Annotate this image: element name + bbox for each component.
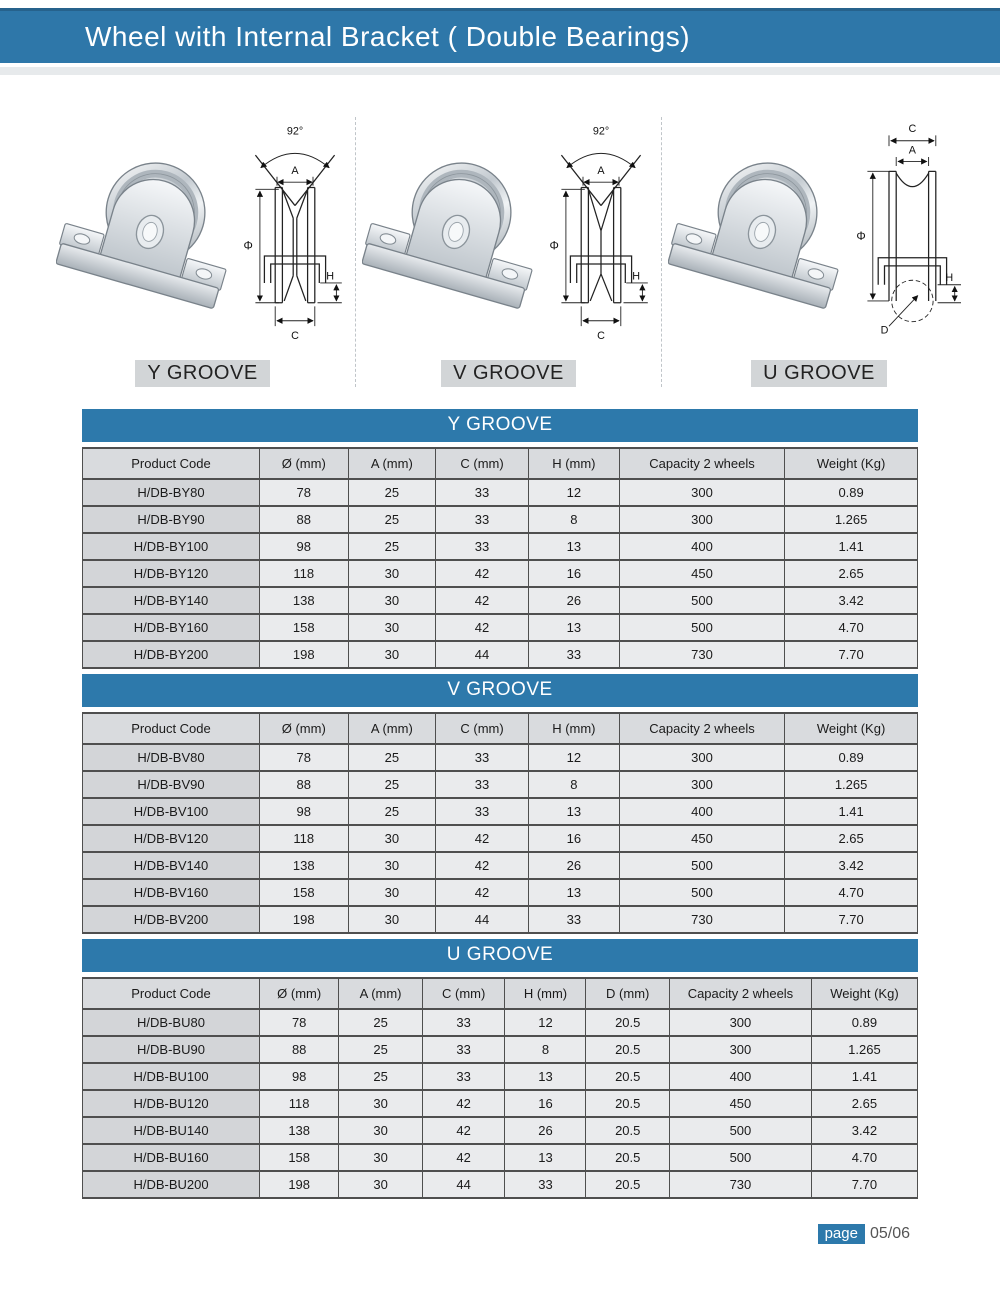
spec-cell: 20.5 [586,1171,670,1198]
spec-cell: 16 [505,1090,586,1117]
table-row [83,879,918,906]
spec-cell: 25 [348,506,436,533]
spec-table-u [82,939,918,1199]
spec-cell: 88 [260,771,349,798]
header-row [83,978,918,1009]
table-row [83,1009,918,1036]
spec-cell: 138 [260,587,349,614]
spec-table-grid [82,712,918,934]
spec-cell: 98 [260,533,349,560]
spec-cell: 30 [339,1144,423,1171]
spec-cell: 26 [528,852,619,879]
spec-cell: 500 [669,1144,811,1171]
page-number: 05/06 [869,1225,910,1242]
spec-cell: 198 [260,906,349,933]
spec-cell: 1.265 [785,771,918,798]
column-header: Product Code [83,448,260,479]
column-header: Weight (Kg) [811,978,917,1009]
table-row [83,798,918,825]
spec-cell: 400 [619,533,784,560]
spec-cell: 7.70 [785,641,918,668]
spec-cell: 118 [260,825,349,852]
spec-cell: 500 [619,587,784,614]
column-header: A (mm) [339,978,423,1009]
spec-cell: 13 [505,1144,586,1171]
table-row [83,560,918,587]
spec-cell: 44 [436,641,529,668]
product-section-v-groove [356,117,662,387]
spec-cell: 33 [528,641,619,668]
table-row [83,906,918,933]
spec-cell: 13 [528,879,619,906]
spec-cell: 13 [528,614,619,641]
table-row [83,614,918,641]
spec-cell: 42 [436,825,529,852]
column-header: C (mm) [422,978,505,1009]
spec-cell: 25 [348,798,436,825]
spec-cell: 400 [619,798,784,825]
header-row [83,713,918,744]
table-title: Y GROOVE [82,409,918,442]
dim-label-a: A [908,144,917,157]
column-header: Weight (Kg) [785,448,918,479]
dim-label-d: D [880,324,889,337]
spec-cell: 42 [436,879,529,906]
product-code-cell: H/DB-BY160 [83,614,260,641]
spec-cell: 450 [619,825,784,852]
spec-cell: 8 [505,1036,586,1063]
spec-cell: 30 [348,852,436,879]
spec-cell: 500 [619,852,784,879]
column-header: A (mm) [348,448,436,479]
spec-cell: 198 [260,1171,339,1198]
spec-cell: 30 [348,879,436,906]
table-row [83,1063,918,1090]
spec-cell: 1.265 [811,1036,917,1063]
product-code-cell: H/DB-BY140 [83,587,260,614]
spec-cell: 88 [260,1036,339,1063]
column-header: A (mm) [348,713,436,744]
dim-label-a: A [597,165,605,178]
product-code-cell: H/DB-BU120 [83,1090,260,1117]
spec-cell: 20.5 [586,1144,670,1171]
spec-cell: 33 [436,798,529,825]
groove-label-v: V GROOVE [441,360,576,387]
spec-cell: 42 [436,852,529,879]
table-row [83,852,918,879]
spec-cell: 2.65 [785,560,918,587]
spec-cell: 12 [528,744,619,771]
product-code-cell: H/DB-BV80 [83,744,260,771]
spec-cell: 118 [260,560,349,587]
spec-cell: 33 [528,906,619,933]
product-code-cell: H/DB-BY90 [83,506,260,533]
dim-label-c: C [908,122,917,135]
spec-cell: 25 [339,1063,423,1090]
spec-cell: 20.5 [586,1063,670,1090]
spec-cell: 33 [436,744,529,771]
spec-cell: 8 [528,771,619,798]
spec-cell: 1.41 [785,533,918,560]
spec-tables [82,409,918,1199]
spec-cell: 33 [422,1009,505,1036]
product-code-cell: H/DB-BY120 [83,560,260,587]
groove-label-u: U GROOVE [751,360,887,387]
dim-label-diameter: Φ [243,239,253,253]
table-title: V GROOVE [82,674,918,707]
dim-label-h: H [632,270,640,283]
product-photo-v-groove [362,139,547,344]
spec-table-grid [82,977,918,1199]
table-row [83,533,918,560]
table-row [83,587,918,614]
spec-cell: 138 [260,1117,339,1144]
spec-cell: 30 [348,641,436,668]
product-code-cell: H/DB-BY100 [83,533,260,560]
spec-cell: 730 [619,906,784,933]
product-photo-u-groove [668,139,853,344]
spec-cell: 16 [528,825,619,852]
spec-cell: 2.65 [785,825,918,852]
spec-cell: 42 [436,560,529,587]
spec-cell: 30 [339,1117,423,1144]
table-row [83,1171,918,1198]
spec-cell: 33 [422,1036,505,1063]
product-code-cell: H/DB-BU140 [83,1117,260,1144]
page-header [0,8,1000,63]
product-section-y-groove [50,117,356,387]
column-header: Ø (mm) [260,978,339,1009]
product-gallery [50,117,975,387]
spec-cell: 20.5 [586,1036,670,1063]
groove-label-y: Y GROOVE [135,360,269,387]
column-header: Ø (mm) [260,713,349,744]
spec-cell: 3.42 [785,587,918,614]
spec-cell: 30 [348,560,436,587]
spec-table-grid [82,447,918,669]
spec-cell: 13 [505,1063,586,1090]
spec-cell: 25 [348,533,436,560]
spec-cell: 3.42 [785,852,918,879]
spec-cell: 42 [422,1117,505,1144]
spec-cell: 7.70 [811,1171,917,1198]
table-row [83,479,918,506]
spec-cell: 730 [619,641,784,668]
spec-cell: 13 [528,533,619,560]
column-header: Product Code [83,713,260,744]
spec-cell: 0.89 [785,744,918,771]
spec-cell: 300 [619,479,784,506]
spec-cell: 25 [348,479,436,506]
spec-cell: 7.70 [785,906,918,933]
table-row [83,1144,918,1171]
spec-cell: 30 [339,1090,423,1117]
spec-cell: 500 [619,879,784,906]
table-row [83,1036,918,1063]
column-header: Ø (mm) [260,448,349,479]
column-header: H (mm) [528,713,619,744]
dim-label-c: C [291,329,299,342]
spec-cell: 12 [505,1009,586,1036]
page-title: Wheel with Internal Bracket ( Double Bearings) [85,21,691,52]
technical-diagram-v-groove [547,117,655,354]
table-title: U GROOVE [82,939,918,972]
spec-cell: 20.5 [586,1117,670,1144]
column-header: Capacity 2 wheels [669,978,811,1009]
product-code-cell: H/DB-BV100 [83,798,260,825]
spec-cell: 33 [436,771,529,798]
spec-cell: 26 [528,587,619,614]
table-row [83,641,918,668]
spec-cell: 30 [348,825,436,852]
spec-cell: 300 [669,1036,811,1063]
spec-cell: 78 [260,1009,339,1036]
technical-diagram-y-groove [241,117,349,354]
product-code-cell: H/DB-BU100 [83,1063,260,1090]
table-row [83,771,918,798]
spec-cell: 42 [436,614,529,641]
spec-cell: 25 [348,744,436,771]
column-header: Weight (Kg) [785,713,918,744]
spec-cell: 2.65 [811,1090,917,1117]
column-header: H (mm) [505,978,586,1009]
spec-cell: 118 [260,1090,339,1117]
spec-cell: 730 [669,1171,811,1198]
spec-cell: 198 [260,641,349,668]
spec-cell: 450 [669,1090,811,1117]
column-header: H (mm) [528,448,619,479]
spec-cell: 44 [436,906,529,933]
spec-cell: 25 [339,1036,423,1063]
product-code-cell: H/DB-BV140 [83,852,260,879]
column-header: D (mm) [586,978,670,1009]
column-header: Capacity 2 wheels [619,448,784,479]
spec-cell: 30 [339,1171,423,1198]
spec-cell: 138 [260,852,349,879]
product-code-cell: H/DB-BU90 [83,1036,260,1063]
spec-table-v [82,674,918,934]
spec-cell: 98 [260,1063,339,1090]
spec-cell: 12 [528,479,619,506]
spec-cell: 30 [348,587,436,614]
spec-cell: 25 [348,771,436,798]
product-code-cell: H/DB-BU200 [83,1171,260,1198]
dim-label-angle: 92° [286,125,304,138]
spec-cell: 300 [619,771,784,798]
spec-cell: 300 [669,1009,811,1036]
spec-cell: 26 [505,1117,586,1144]
table-row [83,506,918,533]
dim-label-diameter: Φ [549,239,559,253]
column-header: C (mm) [436,713,529,744]
product-photo-y-groove [56,139,241,344]
column-header: Product Code [83,978,260,1009]
column-header: C (mm) [436,448,529,479]
product-code-cell: H/DB-BY200 [83,641,260,668]
spec-cell: 13 [528,798,619,825]
spec-cell: 4.70 [811,1144,917,1171]
spec-cell: 20.5 [586,1090,670,1117]
header-row [83,448,918,479]
product-code-cell: H/DB-BU80 [83,1009,260,1036]
product-section-u-groove [662,117,976,387]
spec-cell: 300 [619,506,784,533]
page-footer [818,1224,910,1244]
spec-cell: 500 [619,614,784,641]
header-divider [0,67,1000,75]
spec-cell: 0.89 [785,479,918,506]
spec-cell: 78 [260,744,349,771]
spec-cell: 1.265 [785,506,918,533]
product-code-cell: H/DB-BU160 [83,1144,260,1171]
product-code-cell: H/DB-BV200 [83,906,260,933]
column-header: Capacity 2 wheels [619,713,784,744]
dim-label-c: C [597,329,605,342]
spec-table-y [82,409,918,669]
spec-cell: 450 [619,560,784,587]
spec-cell: 158 [260,614,349,641]
spec-cell: 42 [422,1090,505,1117]
product-code-cell: H/DB-BV160 [83,879,260,906]
spec-cell: 300 [619,744,784,771]
spec-cell: 33 [436,479,529,506]
spec-cell: 158 [260,1144,339,1171]
spec-cell: 1.41 [811,1063,917,1090]
spec-cell: 16 [528,560,619,587]
dim-label-h: H [326,270,334,283]
dim-label-diameter: Φ [856,229,866,243]
dim-label-angle: 92° [592,125,610,138]
spec-cell: 98 [260,798,349,825]
spec-cell: 158 [260,879,349,906]
product-code-cell: H/DB-BV90 [83,771,260,798]
spec-cell: 44 [422,1171,505,1198]
spec-cell: 33 [422,1063,505,1090]
table-row [83,744,918,771]
spec-cell: 25 [339,1009,423,1036]
spec-cell: 4.70 [785,614,918,641]
spec-cell: 33 [505,1171,586,1198]
spec-cell: 88 [260,506,349,533]
spec-cell: 42 [422,1144,505,1171]
table-row [83,1090,918,1117]
spec-cell: 3.42 [811,1117,917,1144]
dim-label-h: H [945,272,954,285]
spec-cell: 0.89 [811,1009,917,1036]
spec-cell: 500 [669,1117,811,1144]
table-row [83,825,918,852]
product-code-cell: H/DB-BV120 [83,825,260,852]
spec-cell: 30 [348,614,436,641]
spec-cell: 30 [348,906,436,933]
spec-cell: 78 [260,479,349,506]
spec-cell: 400 [669,1063,811,1090]
spec-cell: 33 [436,533,529,560]
spec-cell: 1.41 [785,798,918,825]
page-badge: page [818,1224,865,1244]
dim-label-a: A [291,165,299,178]
technical-diagram-u-groove [853,117,970,354]
product-code-cell: H/DB-BY80 [83,479,260,506]
spec-cell: 42 [436,587,529,614]
spec-cell: 4.70 [785,879,918,906]
spec-cell: 8 [528,506,619,533]
table-row [83,1117,918,1144]
spec-cell: 20.5 [586,1009,670,1036]
spec-cell: 33 [436,506,529,533]
